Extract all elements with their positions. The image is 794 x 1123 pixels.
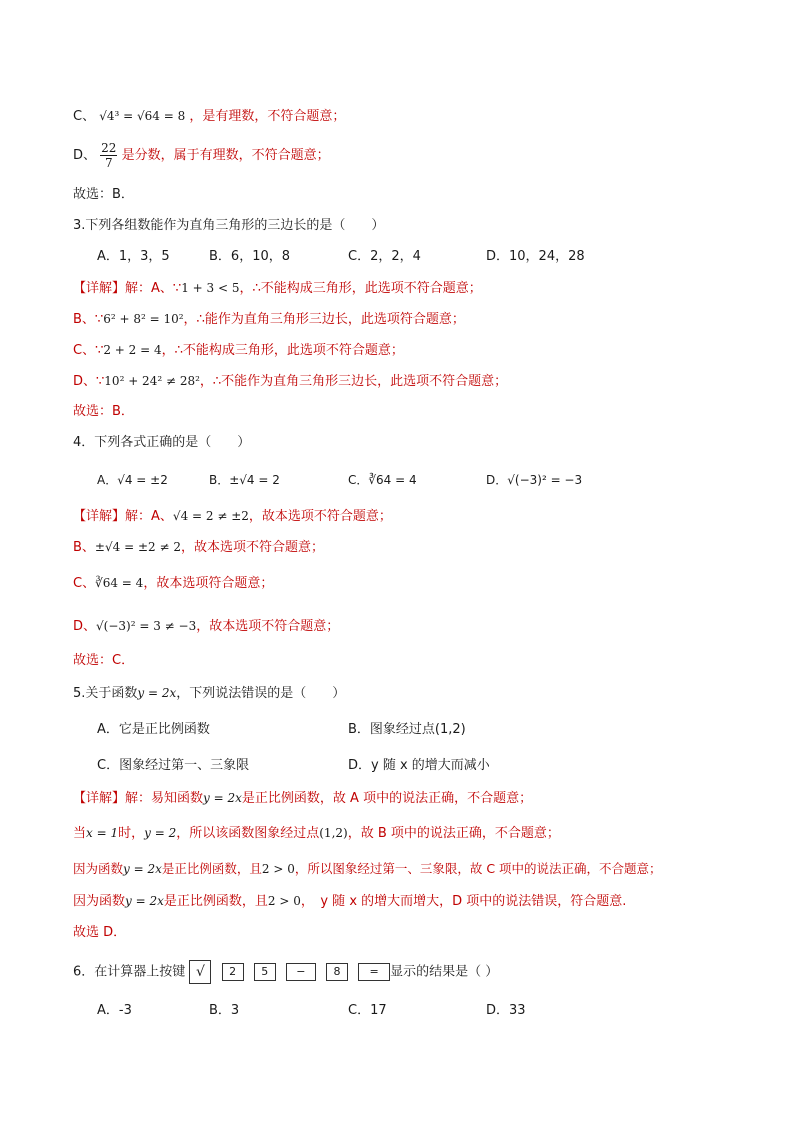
question-6: 6．在计算器上按键 √ 2 5 − 8 = 显示的结果是（ ） (73, 960, 498, 984)
calc-key-5: 5 (254, 963, 276, 981)
q3-detail-a: 【详解】解：A、∵1 + 3 < 5，∴不能构成三角形，此选项不符合题意； (73, 281, 482, 296)
q4-detail-a: 【详解】解：A、√4 = 2 ≠ ±2，故本选项不符合题意； (73, 509, 392, 524)
q5-detail-4: 因为函数y = 2x是正比例函数，且2 > 0， y 随 x 的增大而增大，D 项中的说法错误，符合题意. (73, 894, 627, 909)
q3-option-c: C．2，2，4 (348, 249, 421, 264)
q3-detail-c: C、∵2 + 2 = 4，∴不能构成三角形，此选项不符合题意； (73, 343, 404, 358)
q3-detail-b: B、∵6² + 8² = 10²，∴能作为直角三角形三边长，此选项符合题意； (73, 312, 465, 327)
q5-detail-1: 【详解】解：易知函数y = 2x是正比例函数，故 A 项中的说法正确，不合题意； (73, 791, 533, 806)
q5-option-a: A．它是正比例函数 (97, 722, 210, 737)
answer-5: 故选 D． (73, 925, 127, 940)
q4-option-b: B．±√4 = 2 (209, 473, 280, 487)
q6-option-d: D．33 (486, 1003, 526, 1018)
c-item-label: C、 (73, 109, 96, 124)
q4-option-c: C．∛64 = 4 (348, 473, 417, 487)
q4-option-d: D．√(−3)² = −3 (486, 473, 583, 487)
question-4: 4．下列各式正确的是（ ） (73, 435, 251, 450)
c-item-math: √4³ = √64 = 8 (99, 109, 186, 123)
calc-key-minus: − (286, 963, 316, 981)
q6-option-c: C．17 (348, 1003, 387, 1018)
calc-key-8: 8 (326, 963, 348, 981)
q3-option-a: A．1，3，5 (97, 249, 170, 264)
q4-detail-b: B、±√4 = ±2 ≠ 2，故本选项不符合题意； (73, 540, 324, 555)
answer-2: 故选：B． (73, 187, 134, 202)
d-item-fraction: $\frac{22}{7}$ (101, 141, 117, 170)
q3-option-b: B．6，10，8 (209, 249, 291, 264)
q5-detail-2: 当x = 1时，y = 2，所以该函数图象经过点(1,2)，故 B 项中的说法正确，不合题意； (73, 826, 560, 841)
answer-4: 故选：C． (73, 653, 135, 668)
c-item-text: ，是有理数，不符合题意； (189, 109, 346, 124)
q6-option-a: A．-3 (97, 1003, 132, 1018)
q6-option-b: B．3 (209, 1003, 240, 1018)
c-item-line (73, 107, 345, 126)
calc-key-sqrt: √ (189, 960, 211, 984)
q5-detail-3: 因为函数y = 2x是正比例函数，且2 > 0，所以图象经过第一、三象限，故 C 项中的说法正确，不合题意； (73, 861, 662, 876)
q3-option-d: D．10，24，28 (486, 249, 585, 264)
q5-option-d: D．y 随 x 的增大而减小 (348, 758, 490, 773)
question-3: 3.下列各组数能作为直角三角形的三边长的是（ ） (73, 218, 385, 233)
d-item-line (73, 140, 330, 172)
q3-detail-d: D、∵10² + 24² ≠ 28²，∴不能作为直角三角形三边长，此选项不符合题意； (73, 374, 508, 389)
q3-detail-tag: 【详解】 (73, 281, 126, 296)
answer-3: 故选：B． (73, 404, 134, 419)
q5-option-b: B．图象经过点(1,2) (348, 722, 466, 737)
calc-key-equals: = (358, 963, 390, 981)
q4-detail-d: D、√(−3)² = 3 ≠ −3，故本选项不符合题意； (73, 619, 340, 634)
q4-detail-c: C、∛64 = 4，故本选项符合题意； (73, 576, 274, 591)
q4-option-a: A．√4 = ±2 (97, 473, 168, 487)
question-5: 5.关于函数y = 2x，下列说法错误的是（ ） (73, 686, 346, 701)
calc-key-2: 2 (222, 963, 244, 981)
d-item-text: 是分数，属于有理数，不符合题意； (121, 148, 330, 163)
d-item-label: D、 (73, 148, 97, 163)
q5-option-c: C．图象经过第一、三象限 (97, 758, 250, 773)
